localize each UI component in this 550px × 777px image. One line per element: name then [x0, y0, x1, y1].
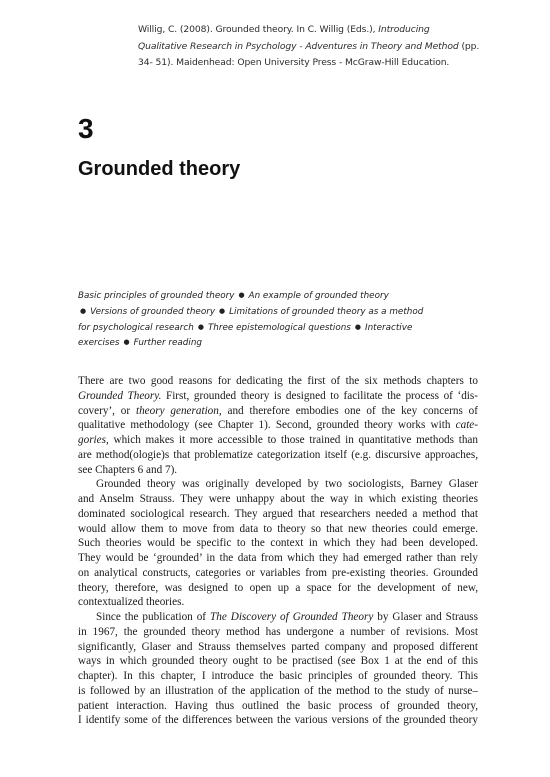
contents-item: An example of grounded theory: [248, 291, 389, 301]
text-line: ways in which grounded theory ought to be practised (see Box 1 at the end of this: [78, 655, 478, 668]
bullet-icon: ●: [238, 291, 245, 299]
contents-item: Basic principles of grounded theory: [78, 291, 235, 301]
text-line: dominated sociological research. They argued that researchers needed a method that: [78, 507, 478, 520]
text-line: They would be ‘grounded’ in the data from which they had emerged rather than rely: [78, 552, 478, 564]
citation-line-2: Qualitative Research in Psychology - Adventures in Theory and Method (pp.: [138, 40, 480, 52]
citation-header: [138, 22, 518, 72]
bullet-icon: ●: [197, 322, 204, 331]
chapter-number: 3: [78, 113, 94, 144]
text-line: are method(ologie)s that problematize categorization itself (e.g. discursive approaches,: [78, 448, 478, 461]
text-line: Since the publication of The Discovery of Grounded Theory by Glaser and Strauss: [96, 611, 478, 623]
bullet-icon: ●: [123, 338, 130, 347]
paragraph-2: [78, 477, 478, 610]
text-line: covery’, or theory generation, and therefore embodies one of the key concerns of: [78, 404, 478, 417]
text-line: patient interaction. Having thus outlined the basic process of grounded theory,: [78, 699, 478, 712]
contents-line-3: [78, 321, 478, 337]
text-line: significantly, Glaser and Strauss themselves parted company and proposed different: [78, 640, 478, 653]
text-line: in 1967, the grounded theory method has undergone a number of revisions. Most: [78, 625, 478, 638]
body-text: [78, 374, 478, 728]
text-line: is followed by an illustration of the application of the method to the study of nurse–: [78, 684, 478, 697]
text-line: I identify some of the differences between the various versions of the grounded theory: [78, 714, 478, 727]
contents-item: exercises: [78, 338, 120, 349]
text-line: gories, which makes it more accessible to those trained in quantitative methods than: [78, 434, 478, 446]
text-line: qualitative methodology (see Chapter 1). Second, grounded theory works with cate-: [78, 419, 478, 432]
contents-item: Limitations of grounded theory as a method: [229, 306, 424, 317]
text-line: and Anselm Strauss. They were unhappy about the way in which existing theories: [78, 493, 478, 505]
contents-item: for psychological research: [78, 322, 194, 333]
contents-item: Versions of grounded theory: [90, 306, 216, 317]
text-line: would allow them to move from data to theory so that new theories could emerge.: [78, 522, 478, 535]
chapter-title: Grounded theory: [78, 158, 241, 180]
paragraph-1: [78, 374, 478, 477]
contents-line-2: [78, 305, 478, 321]
text-line: Such theories would be specific to the context in which they had been developed.: [78, 537, 478, 550]
text-line: see Chapters 6 and 7).: [78, 463, 178, 476]
contents-item: Three epistemological questions: [207, 322, 351, 333]
citation-line-3: 34- 51). Maidenhead: Open University Press - McGraw-Hill Education.: [138, 57, 450, 68]
bullet-icon: ●: [354, 322, 361, 331]
contents-line-4: [78, 336, 478, 352]
text-line: on analytical constructs, categories or variables from pre-existing theories. Grounded: [78, 566, 478, 579]
contents-item: Further reading: [133, 338, 202, 349]
text-line: There are two good reasons for dedicating the first of the six methods chapters to: [78, 375, 478, 387]
text-line: chapter). In this chapter, I introduce the basic principles of grounded theory. This: [78, 670, 478, 682]
text-line: theory, therefore, was designed to open up a space for the development of new,: [78, 581, 478, 594]
text-line: Grounded theory was originally developed by two sociologists, Barney Glaser: [96, 478, 478, 491]
text-line: Grounded Theory. First, grounded theory is designed to facilitate the process of ‘dis-: [78, 389, 478, 402]
chapter-contents: [78, 289, 478, 352]
bullet-icon: ●: [219, 306, 226, 315]
contents-item: Interactive: [364, 322, 413, 333]
bullet-icon: ●: [80, 306, 87, 315]
paragraph-3: [78, 610, 478, 728]
contents-line-1: [78, 289, 478, 305]
text-line: contextualized theories.: [78, 596, 185, 609]
citation-line-1: Willig, C. (2008). Grounded theory. In C. Willig (Eds.), Introducing: [138, 24, 430, 35]
